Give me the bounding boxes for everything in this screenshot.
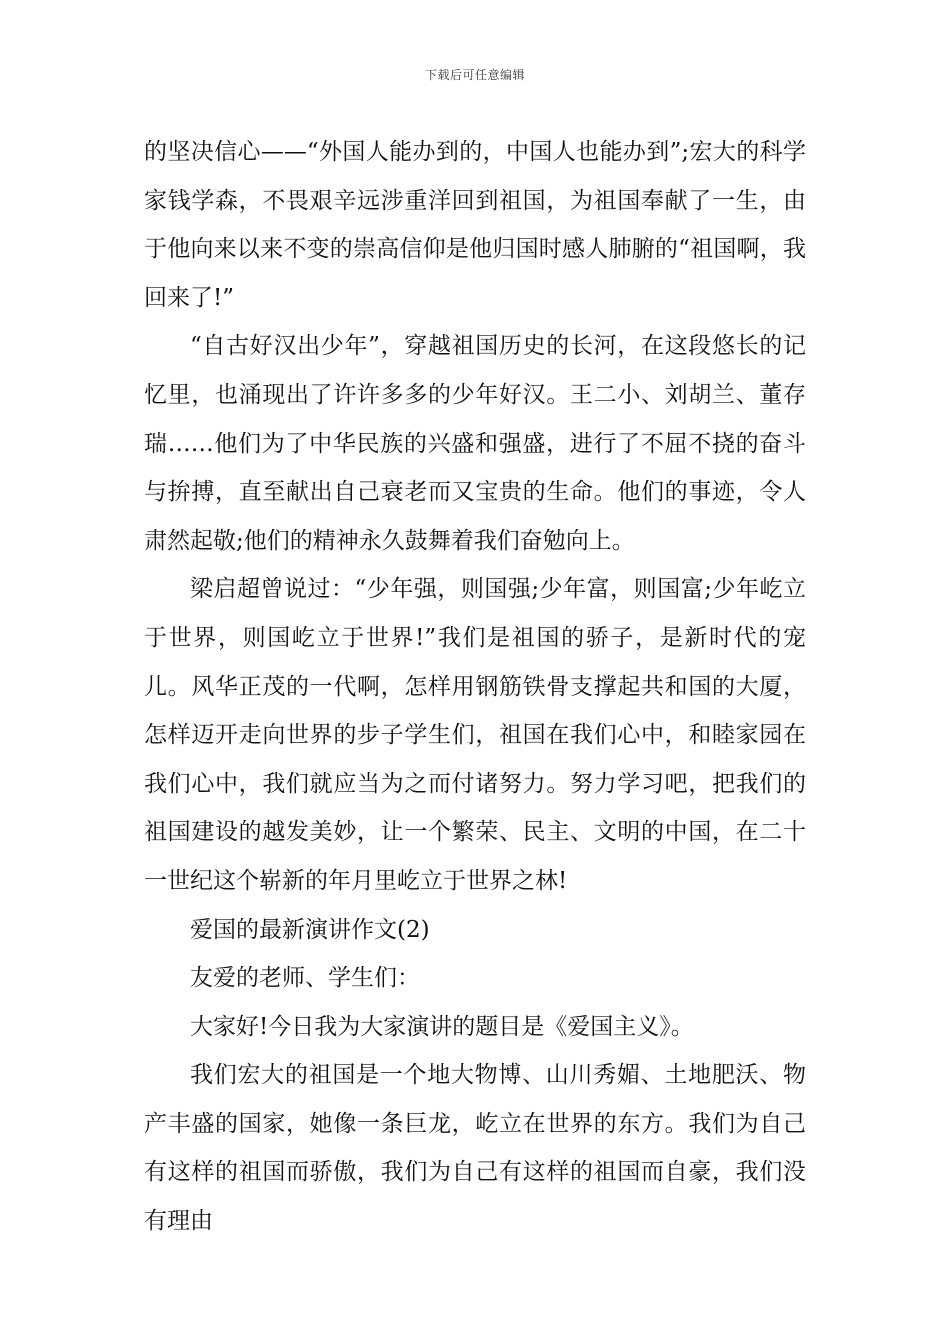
paragraph-3: 梁启超曾说过：“少年强，则国强;少年富，则国富;少年屹立于世界，则国屹立于世界!”我们是祖国的骄子，是新时代的宠儿。风华正茂的一代啊，怎样用钢筋铁骨支撑起共和国的大厦，怎样迈开走向世界的步子学生们，祖国在我们心中，和睦家园在我们心中，我们就应当为之而付诸努力。努力学习吧，把我们的祖国建设的越发美妙，让一个繁荣、民主、文明的中国，在二十一世纪这个崭新的年月里屹立于世界之林! — [144, 576, 806, 894]
greeting: 大家好!今日我为大家演讲的题目是《爱国主义》。 — [190, 1013, 694, 1040]
paragraph-1: 的坚决信心——“外国人能办到的，中国人也能办到”;宏大的科学家钱学森，不畏艰辛远涉重洋回到祖国，为祖国奉献了一生，由于他向来以来不变的崇高信仰是他归国时感人肺腑的“祖国啊，我回来了!” — [144, 139, 806, 311]
header-note: 下载后可任意编辑 — [424, 68, 525, 82]
section-title: 爱国的最新演讲作文(2) — [190, 916, 430, 943]
salutation: 友爱的老师、学生们： — [190, 965, 420, 992]
paragraph-7: 我们宏大的祖国是一个地大物博、山川秀媚、土地肥沃、物产丰盛的国家，她像一条巨龙，屹立在世界的东方。我们为自己有这样的祖国而骄傲，我们为自己有这样的祖国而自豪，我们没有理由 — [144, 1062, 806, 1235]
paragraph-2: “自古好汉出少年”，穿越祖国历史的长河，在这段悠长的记忆里，也涌现出了许许多多的少年好汉。王二小、刘胡兰、董存瑞……他们为了中华民族的兴盛和强盛，进行了不屈不挠的奋斗与拚搏，直至献出自己衰老而又宝贵的生命。他们的事迹，令人肃然起敬;他们的精神永久鼓舞着我们奋勉向上。 — [144, 333, 806, 554]
document-body — [144, 128, 806, 1246]
